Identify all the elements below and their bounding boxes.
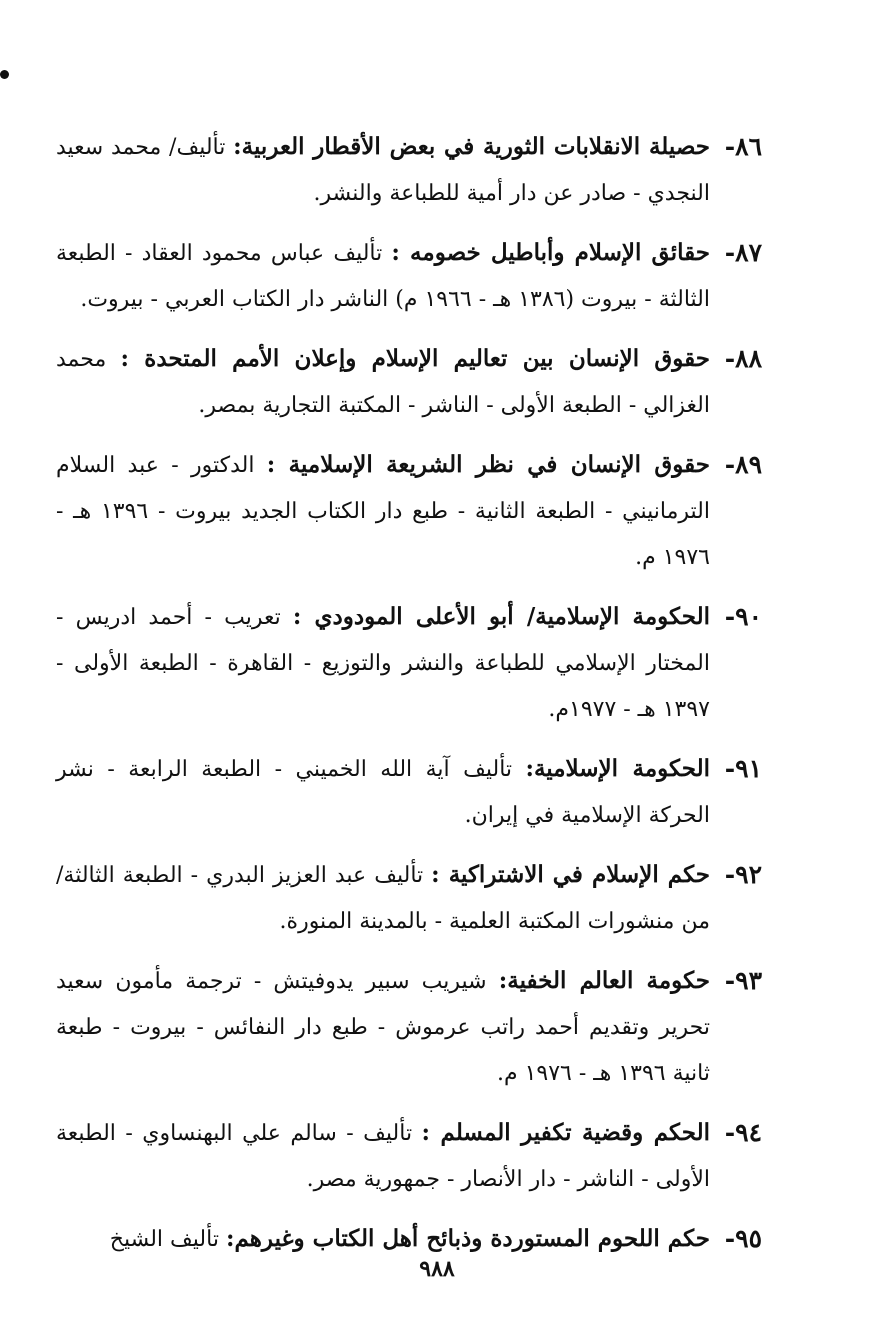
entry-text: محمد الغزالي - الطبعة الأولى - الناشر - المكتبة التجارية بمصر. <box>56 347 710 418</box>
entry-body <box>56 958 710 1097</box>
bibliography-entry-89 <box>56 442 762 581</box>
entry-text: شيريب سبير يدوفيتش - ترجمة مأمون سعيد تحرير وتقديم أحمد راتب عرموش - طبع دار النفائس - بيروت - طبعة ثانية ١٣٩٦ هـ - ١٩٧٦ م. <box>56 969 710 1086</box>
bibliography-entry-88 <box>56 336 762 429</box>
entry-number: ٩٥- <box>724 1224 762 1253</box>
entry-title: حقوق الإنسان بين تعاليم الإسلام وإعلان الأمم المتحدة : <box>120 345 710 372</box>
entry-body <box>56 1110 710 1203</box>
entry-text: تعريب - أحمد ادريس - المختار الإسلامي للطباعة والنشر والتوزيع - القاهرة - الطبعة الأولى - ١٣٩٧ هـ - ١٩٧٧م. <box>56 605 710 722</box>
entry-body <box>56 230 710 323</box>
entry-title: حصيلة الانقلابات الثورية في بعض الأقطار العربية: <box>233 133 711 160</box>
entry-body <box>56 442 710 581</box>
entry-title: الحكم وقضية تكفير المسلم : <box>421 1119 710 1146</box>
entry-text: تأليف عبد العزيز البدري - الطبعة الثالثة/ من منشورات المكتبة العلمية - بالمدينة المنورة. <box>56 863 710 934</box>
bibliography-list <box>56 124 762 1276</box>
entry-text: تأليف عباس محمود العقاد - الطبعة الثالثة - بيروت (١٣٨٦ هـ - ١٩٦٦ م) الناشر دار الكتاب العربي - بيروت. <box>56 241 710 312</box>
entry-number: ٩٠- <box>724 602 762 631</box>
bibliography-entry-93 <box>56 958 762 1097</box>
bibliography-entry-86 <box>56 124 762 217</box>
entry-text: تأليف الشيخ <box>109 1227 226 1252</box>
page-number: ٩٨٨ <box>419 1256 455 1282</box>
entry-title: حقوق الإنسان في نظر الشريعة الإسلامية : <box>266 451 711 478</box>
entry-title: حكم الإسلام في الاشتراكية : <box>431 861 710 888</box>
entry-title: حقائق الإسلام وأباطيل خصومه : <box>391 239 710 266</box>
entry-number: ٩١- <box>724 754 762 783</box>
entry-number: ٩٣- <box>724 966 762 995</box>
bibliography-entry-94 <box>56 1110 762 1203</box>
entry-body <box>56 336 710 429</box>
entry-number: ٨٨- <box>724 344 762 373</box>
entry-text: الدكتور - عبد السلام الترمانيني - الطبعة الثانية - طبع دار الكتاب الجديد بيروت - ١٣٩٦ هـ - ١٩٧٦ م. <box>56 453 711 570</box>
entry-number: ٩٤- <box>724 1118 762 1147</box>
entry-body <box>56 594 710 733</box>
entry-number: ٨٩- <box>724 450 762 479</box>
entry-number: ٩٢- <box>724 860 762 889</box>
entry-number: ٨٧- <box>724 238 762 267</box>
entry-title: الحكومة الإسلامية: <box>525 755 710 782</box>
entry-title: حكومة العالم الخفية: <box>498 967 710 994</box>
entry-text: تأليف - سالم علي البهنساوي - الطبعة الأولى - الناشر - دار الأنصار - جمهورية مصر. <box>56 1121 710 1192</box>
bibliography-entry-87 <box>56 230 762 323</box>
entry-text: تأليف/ محمد سعيد النجدي - صادر عن دار أمية للطباعة والنشر. <box>56 135 710 206</box>
entry-title: حكم اللحوم المستوردة وذبائح أهل الكتاب وغيرهم: <box>225 1225 710 1252</box>
entry-text: تأليف آية الله الخميني - الطبعة الرابعة - نشر الحركة الإسلامية في إيران. <box>56 757 710 828</box>
margin-mark <box>0 70 9 79</box>
entry-body <box>56 852 710 945</box>
entry-title: الحكومة الإسلامية/ أبو الأعلى المودودي : <box>292 603 710 630</box>
entry-body <box>56 124 710 217</box>
bibliography-entry-92 <box>56 852 762 945</box>
bibliography-entry-91 <box>56 746 762 839</box>
entry-body <box>56 746 710 839</box>
bibliography-entry-90 <box>56 594 762 733</box>
entry-number: ٨٦- <box>724 132 762 161</box>
